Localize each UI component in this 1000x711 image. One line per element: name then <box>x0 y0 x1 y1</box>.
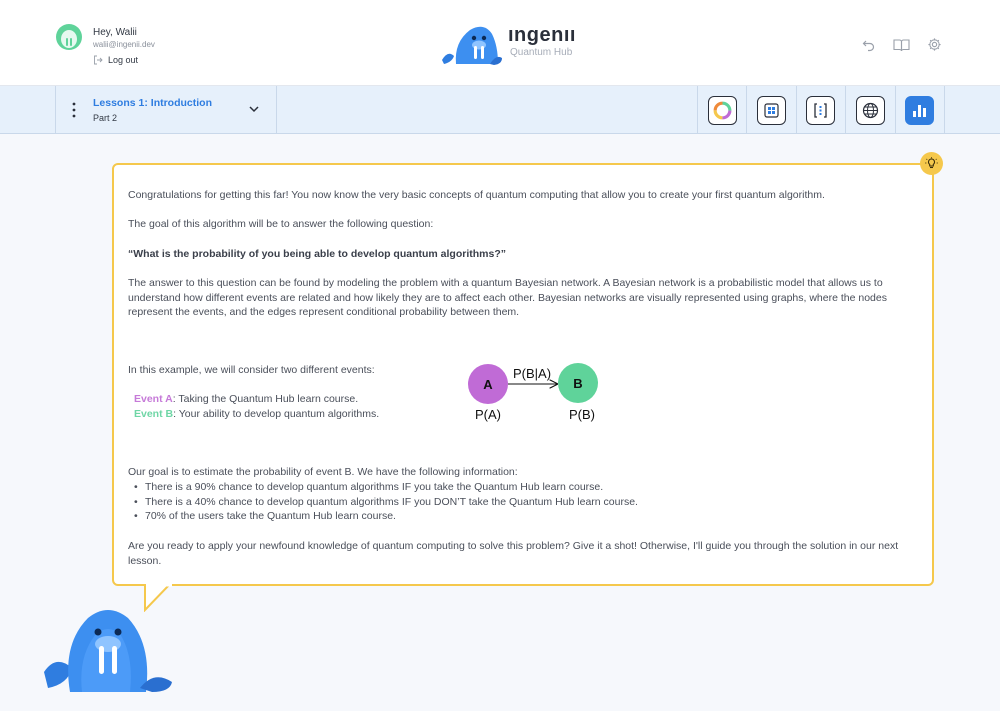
header-actions <box>860 36 943 53</box>
prob-b-label: P(B) <box>569 407 595 422</box>
info-bullet-list <box>134 480 638 524</box>
undo-icon[interactable] <box>860 36 877 53</box>
edge-label: P(B|A) <box>512 366 552 381</box>
events-list <box>134 392 379 422</box>
event-b <box>134 407 379 422</box>
event-b-text: : Your ability to develop quantum algorithms. <box>173 408 380 420</box>
walrus-logo-icon <box>440 20 504 66</box>
paragraph-call-to-action: Are you ready to apply your newfound knowledge of quantum computing to solve this problem? Give it a shot! Otherwise, I'll guide you through the solution in our next lesson. <box>128 540 899 567</box>
lesson-toolbar <box>0 86 1000 134</box>
user-greeting: Hey, Walii <box>93 27 137 38</box>
list-item: • There is a 40% chance to develop quantum algorithms IF you DON’T take the Quantum Hub learn course. <box>134 495 638 510</box>
tool-strip <box>697 86 945 134</box>
paragraph-goal-estimate: Our goal is to estimate the probability of event B. We have the following information: <box>128 466 518 478</box>
tool-brackets[interactable] <box>797 86 846 134</box>
node-a-label: A <box>483 377 493 392</box>
event-b-label: Event B <box>134 408 174 420</box>
user-avatar[interactable] <box>56 24 82 50</box>
hint-button[interactable] <box>920 152 943 175</box>
kebab-menu-icon[interactable] <box>70 101 78 119</box>
lightbulb-icon <box>925 157 938 170</box>
event-a-text: : Taking the Quantum Hub learn course. <box>172 393 359 405</box>
tool-circuit-ring[interactable] <box>698 86 747 134</box>
grid-icon <box>757 96 786 125</box>
question-text: “What is the probability of you being able to develop quantum algorithms?” <box>128 248 507 260</box>
node-b-label: B <box>573 376 583 391</box>
lesson-part: Part 2 <box>93 113 118 123</box>
list-item: • There is a 90% chance to develop quantum algorithms IF you take the Quantum Hub learn course. <box>134 480 638 495</box>
book-icon[interactable] <box>893 36 910 53</box>
walrus-mascot-icon <box>42 604 174 694</box>
bar-chart-icon <box>905 96 934 125</box>
paragraph-bayesian: The answer to this question can be found by modeling the problem with a quantum Bayesian network. A Bayesian network is a probabilistic model that allows us to understand how different events are related and how likely they are to affect each other. Bayesian networks are visually represented using graphs, where the nodes represent the events, and the edges represent conditional probability between them. <box>128 277 887 318</box>
brand-name: ıngenıı <box>508 24 576 46</box>
logout-button[interactable] <box>93 55 138 65</box>
brackets-icon <box>806 96 835 125</box>
bayesian-network-diagram <box>460 356 610 426</box>
tool-grid[interactable] <box>747 86 796 134</box>
logout-label: Log out <box>108 55 139 65</box>
user-email: walii@ingenii.dev <box>93 40 155 49</box>
list-item: • 70% of the users take the Quantum Hub learn course. <box>134 509 638 524</box>
logout-icon <box>93 55 103 65</box>
paragraph-goal: The goal of this algorithm will be to answer the following question: <box>128 218 434 230</box>
chevron-down-icon[interactable] <box>248 104 260 114</box>
circuit-ring-icon <box>708 96 737 125</box>
brand-subtitle: Quantum Hub <box>510 47 573 58</box>
tool-globe[interactable] <box>846 86 895 134</box>
tool-bar-chart[interactable] <box>896 86 945 134</box>
event-a-label: Event A <box>134 393 173 405</box>
event-a <box>134 392 379 407</box>
lesson-selector[interactable] <box>55 86 277 134</box>
paragraph-events-intro: In this example, we will consider two different events: <box>128 364 375 376</box>
lesson-title: Lessons 1: Introduction <box>93 97 213 109</box>
globe-icon <box>856 96 885 125</box>
paragraph-intro: Congratulations for getting this far! You now know the very basic concepts of quantum computing that allow you to create your first quantum algorithm. <box>128 189 825 201</box>
settings-icon[interactable] <box>926 36 943 53</box>
prob-a-label: P(A) <box>475 407 501 422</box>
top-header <box>0 0 1000 86</box>
